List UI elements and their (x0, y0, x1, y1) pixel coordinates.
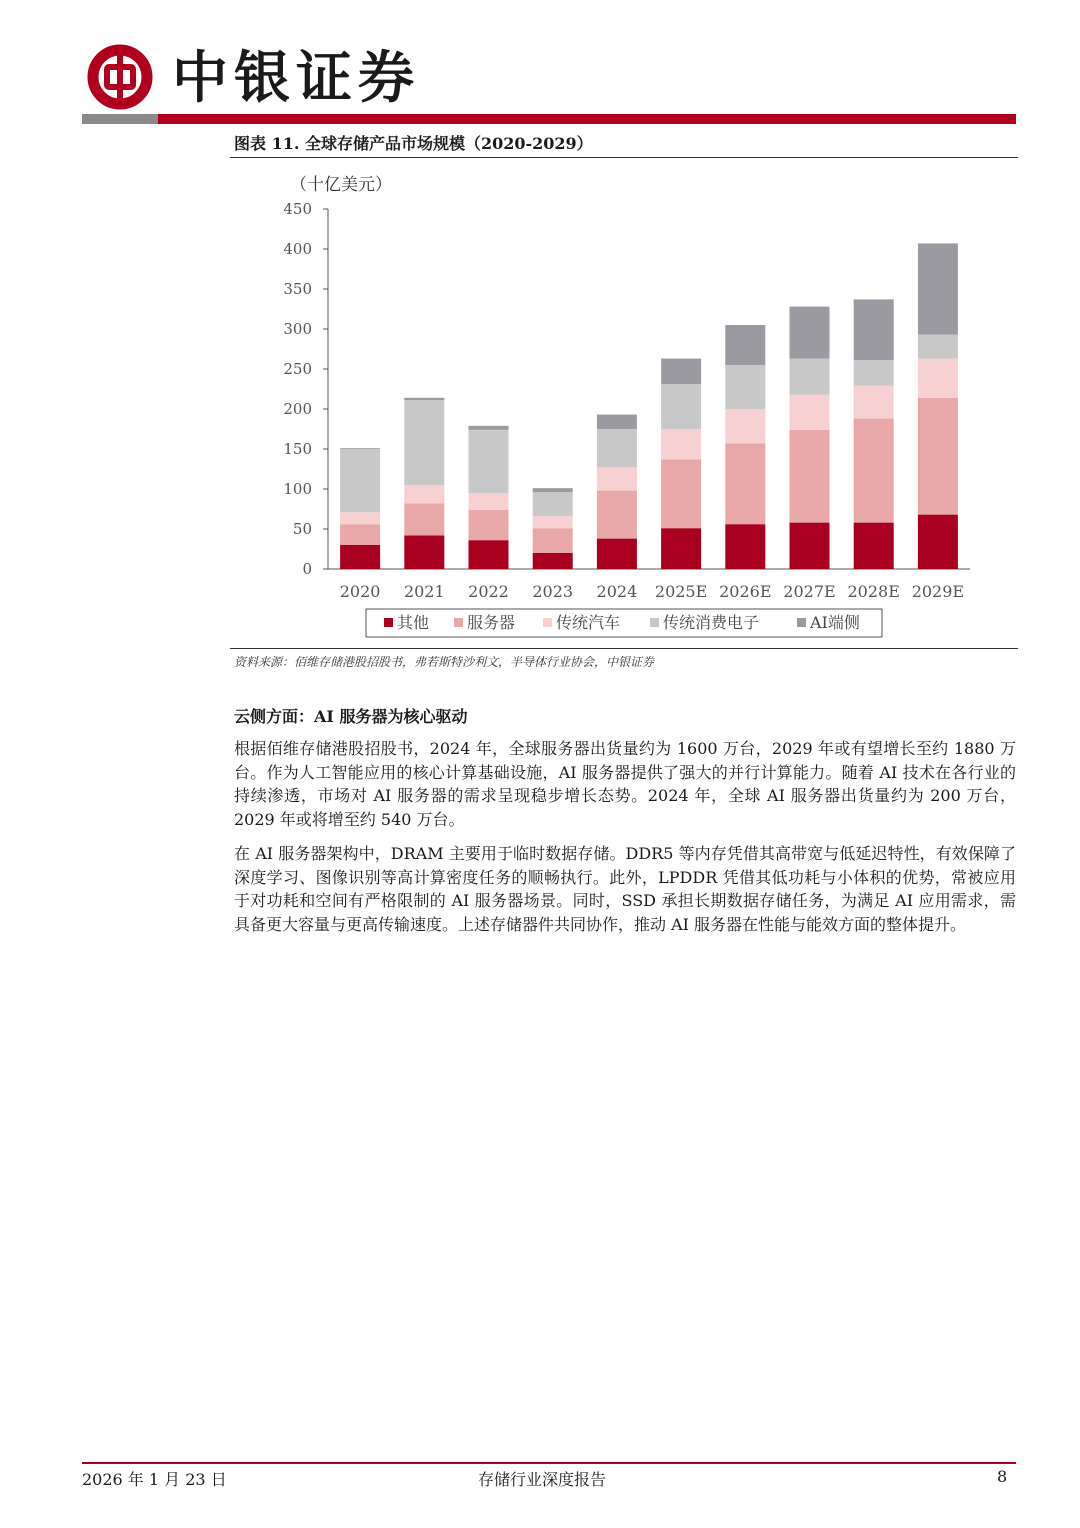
bar-segment-2024-2 (597, 467, 637, 490)
x-tick-label: 2025E (654, 582, 708, 601)
bar-segment-2021-4 (404, 398, 444, 400)
bar-segment-2028E-4 (854, 299, 894, 360)
bar-segment-2024-0 (597, 539, 637, 569)
bar-segment-2023-0 (533, 553, 573, 569)
bar-segment-2022-4 (469, 426, 509, 430)
brand-name: 中银证券 (172, 45, 420, 111)
bar-segment-2020-1 (340, 524, 380, 545)
bar-segment-2029E-3 (918, 335, 958, 359)
bar-segment-2022-1 (469, 510, 509, 540)
bar-segment-2021-0 (404, 535, 444, 569)
bar-segment-2028E-1 (854, 419, 894, 523)
x-tick-label: 2021 (403, 582, 445, 601)
y-tick-label: 0 (302, 560, 312, 578)
bar-segment-2022-0 (469, 540, 509, 569)
bar-segment-2025E-0 (661, 528, 701, 569)
bar-segment-2028E-0 (854, 523, 894, 569)
header-bar (82, 114, 1016, 124)
y-tick-label: 100 (283, 480, 312, 498)
bar-segment-2027E-3 (790, 359, 830, 395)
bar-segment-2023-1 (533, 528, 573, 553)
footer-date: 2026 年 1 月 23 日 (82, 1470, 227, 1489)
bar-segment-2020-0 (340, 545, 380, 569)
x-tick-label: 2023 (532, 582, 574, 601)
bar-segment-2021-3 (404, 400, 444, 485)
x-tick-label: 2028E (847, 582, 900, 601)
bar-segment-2023-3 (533, 492, 573, 516)
legend-label: 传统消费电子 (663, 613, 760, 632)
y-tick-label: 350 (283, 280, 312, 298)
legend-label: 传统汽车 (556, 613, 621, 632)
y-tick-label: 250 (283, 360, 312, 378)
legend-swatch (797, 618, 806, 627)
bar-segment-2025E-1 (661, 459, 701, 528)
bar-segment-2023-4 (533, 488, 573, 492)
bar-segment-2027E-0 (790, 523, 830, 569)
y-tick-label: 300 (283, 320, 312, 338)
bar-segment-2020-4 (340, 448, 380, 449)
x-tick-label: 2026E (719, 582, 772, 601)
bar-segment-2026E-1 (725, 443, 765, 524)
bar-segment-2027E-4 (790, 307, 830, 359)
legend-swatch (454, 618, 463, 627)
x-tick-label: 2024 (596, 582, 638, 601)
section-heading: 云侧方面：AI 服务器为核心驱动 (234, 707, 468, 726)
bar-segment-2022-2 (469, 493, 509, 510)
bar-segment-2024-3 (597, 429, 637, 467)
bar-segment-2021-1 (404, 503, 444, 535)
figure-title: 图表 11. 全球存储产品市场规模（2020-2029） (234, 134, 593, 153)
page-number: 8 (997, 1467, 1008, 1486)
bar-segment-2020-3 (340, 449, 380, 512)
paragraph-1: 根据佰维存储港股招股书，2024 年，全球服务器出货量约为 1600 万台，2029 年或有望增长至约 1880 万台。作为人工智能应用的核心计算基础设施，AI 服务器提供了强大的并行计算能力。随着 AI 技术在各行业的持续渗透，市场对 AI 服务器的需求呈现稳步增长态势。2024 年，全球 AI 服务器出货量约为 200 万台，2029 年或将增至约 540 万台。 (234, 739, 1016, 829)
bar-segment-2021-2 (404, 485, 444, 503)
bar-segment-2026E-2 (725, 409, 765, 443)
bar-segment-2020-2 (340, 512, 380, 524)
bar-segment-2026E-3 (725, 365, 765, 409)
x-tick-label: 2022 (468, 582, 509, 601)
bar-segment-2027E-1 (790, 430, 830, 523)
bank-of-china-logo (87, 44, 153, 110)
x-tick-label: 2020 (339, 582, 381, 601)
legend-swatch (543, 618, 552, 627)
y-tick-label: 450 (283, 200, 312, 218)
figure-bottom-rule (230, 648, 1018, 649)
y-tick-label: 400 (283, 240, 312, 258)
y-axis-unit-label: （十亿美元） (290, 175, 392, 195)
footer-title: 存储行业深度报告 (478, 1470, 607, 1489)
bar-segment-2024-1 (597, 491, 637, 539)
bar-segment-2029E-4 (918, 243, 958, 334)
figure-top-rule (230, 157, 1018, 158)
y-tick-label: 200 (283, 400, 312, 418)
figure-source: 资料来源：佰维存储港股招股书，弗若斯特沙利文，半导体行业协会，中银证券 (234, 655, 655, 669)
header-bar-gray (82, 114, 158, 124)
paragraph-2: 在 AI 服务器架构中，DRAM 主要用于临时数据存储。DDR5 等内存凭借其高带宽与低延迟特性，有效保障了深度学习、图像识别等高计算密度任务的顺畅执行。此外，LPDDR 凭借其低功耗与小体积的优势，常被应用于对功耗和空间有严格限制的 AI 服务器场景。同时，SSD 承担长期数据存储任务，为满足 AI 应用需求，需具备更大容量与更高传输速度。上述存储器件共同协作，推动 AI 服务器在性能与能效方面的整体提升。 (234, 844, 1016, 934)
bar-segment-2025E-3 (661, 384, 701, 429)
bar-segment-2025E-2 (661, 429, 701, 459)
legend-label: AI端侧 (810, 613, 860, 632)
bar-segment-2026E-4 (725, 325, 765, 365)
legend-label: 服务器 (467, 613, 516, 632)
bar-segment-2028E-2 (854, 386, 894, 419)
bar-segment-2028E-3 (854, 360, 894, 386)
bar-segment-2023-2 (533, 516, 573, 528)
header-bar-red (158, 114, 1016, 124)
legend-swatch (650, 618, 659, 627)
stacked-bar-chart (230, 160, 1018, 645)
bar-segment-2029E-0 (918, 515, 958, 569)
bar-segment-2029E-2 (918, 359, 958, 398)
bar-segment-2026E-0 (725, 524, 765, 569)
legend-label: 其他 (397, 613, 430, 632)
bar-segment-2022-3 (469, 430, 509, 493)
bar-segment-2024-4 (597, 415, 637, 429)
bar-segment-2027E-2 (790, 395, 830, 430)
legend-swatch (384, 618, 393, 627)
footer-rule (82, 1462, 1016, 1464)
x-tick-label: 2029E (911, 582, 965, 601)
x-tick-label: 2027E (783, 582, 836, 601)
y-tick-label: 50 (292, 520, 312, 538)
bar-segment-2025E-4 (661, 359, 701, 385)
y-tick-label: 150 (283, 440, 312, 458)
bar-segment-2029E-1 (918, 398, 958, 515)
